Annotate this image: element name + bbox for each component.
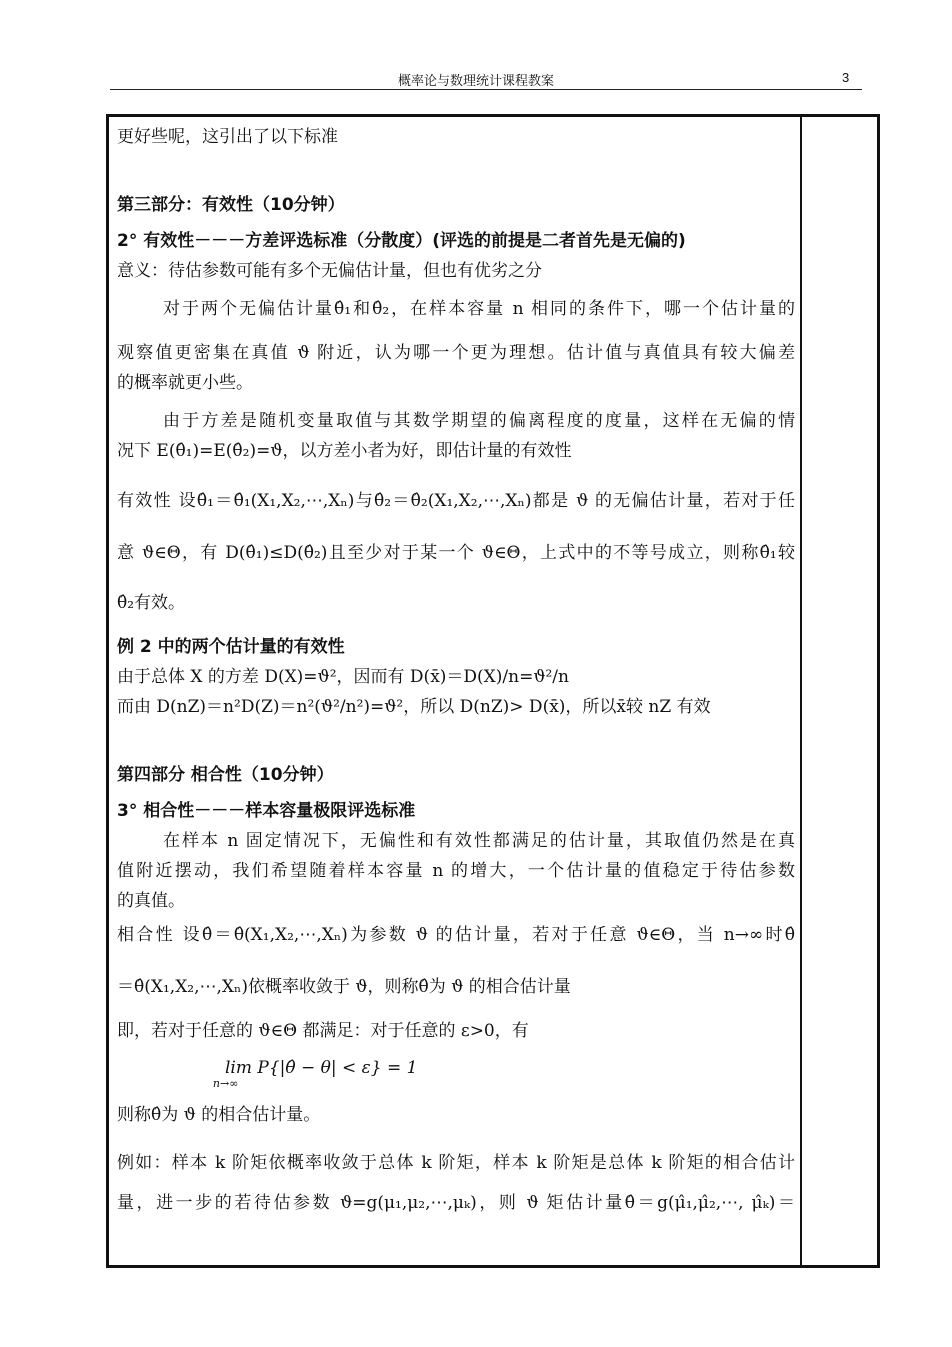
text-line: 值附近摆动，我们希望随着样本容量 n 的增大，一个估计量的值稳定于待估参数 bbox=[117, 861, 795, 881]
text-line: 对于两个无偏估计量θ̂₁和θ̂₂，在样本容量 n 相同的条件下，哪一个估计量的 bbox=[163, 299, 795, 319]
text-line: 况下 E(θ̂₁)=E(θ̂₂)=ϑ，以方差小者为好，即估计量的有效性 bbox=[117, 441, 572, 461]
example-line: 量，进一步的若待估参数 ϑ=g(μ₁,μ₂,⋯,μₖ)，则 ϑ 矩估计量θ̂＝g(μ̂₁,μ̂₂,⋯, μ̂ₖ)＝ bbox=[117, 1193, 795, 1213]
text-line: 的概率就更小些。 bbox=[117, 373, 253, 393]
section-heading: 第四部分 相合性（10分钟） bbox=[117, 765, 334, 785]
lesson-content bbox=[117, 122, 795, 1218]
text-line: 观察值更密集在真值 ϑ 附近，认为哪一个更为理想。估计值与真值具有较大偏差 bbox=[117, 343, 795, 363]
definition-line: 有效性 设θ̂₁＝θ̂₁(X₁,X₂,⋯,Xₙ)与θ̂₂＝θ̂₂(X₁,X₂,⋯,Xₙ)都是 ϑ 的无偏估计量，若对于任 bbox=[117, 491, 795, 511]
text-line: 由于方差是随机变量取值与其数学期望的偏离程度的度量，这样在无偏的情 bbox=[163, 411, 795, 431]
header-rule bbox=[110, 89, 862, 90]
text-line: 则称θ̂为 ϑ 的相合估计量。 bbox=[117, 1105, 321, 1125]
criterion-heading: 2° 有效性－－－方差评选标准（分散度）(评选的前提是二者首先是无偏的) bbox=[117, 231, 686, 251]
section-heading: 第三部分：有效性（10分钟） bbox=[117, 195, 345, 215]
text-line: 在样本 n 固定情况下，无偏性和有效性都满足的估计量，其取值仍然是在真 bbox=[163, 831, 795, 851]
text-line: θ̂₂有效。 bbox=[117, 593, 186, 613]
text-line: 意义：待估参数可能有多个无偏估计量，但也有优劣之分 bbox=[117, 261, 542, 281]
text-line: 而由 D(nZ)＝n²D(Z)＝n²(ϑ²/n²)=ϑ²，所以 D(nZ)> D(x̄)，所以x̄较 nZ 有效 bbox=[117, 697, 711, 717]
text-line: 的真值。 bbox=[117, 891, 185, 911]
header-title: 概率论与数理统计课程教案 bbox=[397, 74, 554, 89]
example-line: 例如：样本 k 阶矩依概率收敛于总体 k 阶矩，样本 k 阶矩是总体 k 阶矩的相合估计 bbox=[117, 1153, 795, 1173]
limit-formula: lim P{|θ̂ − θ| < ε} = 1 $_{n\to\infty}$ bbox=[212, 1058, 418, 1090]
page-number: 3 bbox=[842, 70, 850, 85]
definition-line: 意 ϑ∈Θ，有 D(θ̂₁)≤D(θ̂₂)且至少对于某一个 ϑ∈Θ，上式中的不等号成立，则称θ̂₁较 bbox=[117, 543, 795, 563]
text-line: 即，若对于任意的 ϑ∈Θ 都满足：对于任意的 ε>0，有 bbox=[117, 1021, 529, 1041]
definition-line: 相合性 设θ̂＝θ̂(X₁,X₂,⋯,Xₙ)为参数 ϑ 的估计量，若对于任意 ϑ∈Θ，当 n→∞时θ̂ bbox=[117, 925, 795, 945]
definition-line: ＝θ̂(X₁,X₂,⋯,Xₙ)依概率收敛于 ϑ，则称θ̂为 ϑ 的相合估计量 bbox=[117, 977, 571, 997]
text-line: 由于总体 X 的方差 D(X)=ϑ²，因而有 D(x̄)＝D(X)/n=ϑ²/n bbox=[117, 667, 569, 687]
text-line: 更好些呢，这引出了以下标准 bbox=[117, 127, 338, 147]
column-divider bbox=[800, 114, 802, 1268]
criterion-heading: 3° 相合性－－－样本容量极限评选标准 bbox=[117, 801, 416, 821]
example-heading: 例 2 中的两个估计量的有效性 bbox=[117, 637, 345, 657]
